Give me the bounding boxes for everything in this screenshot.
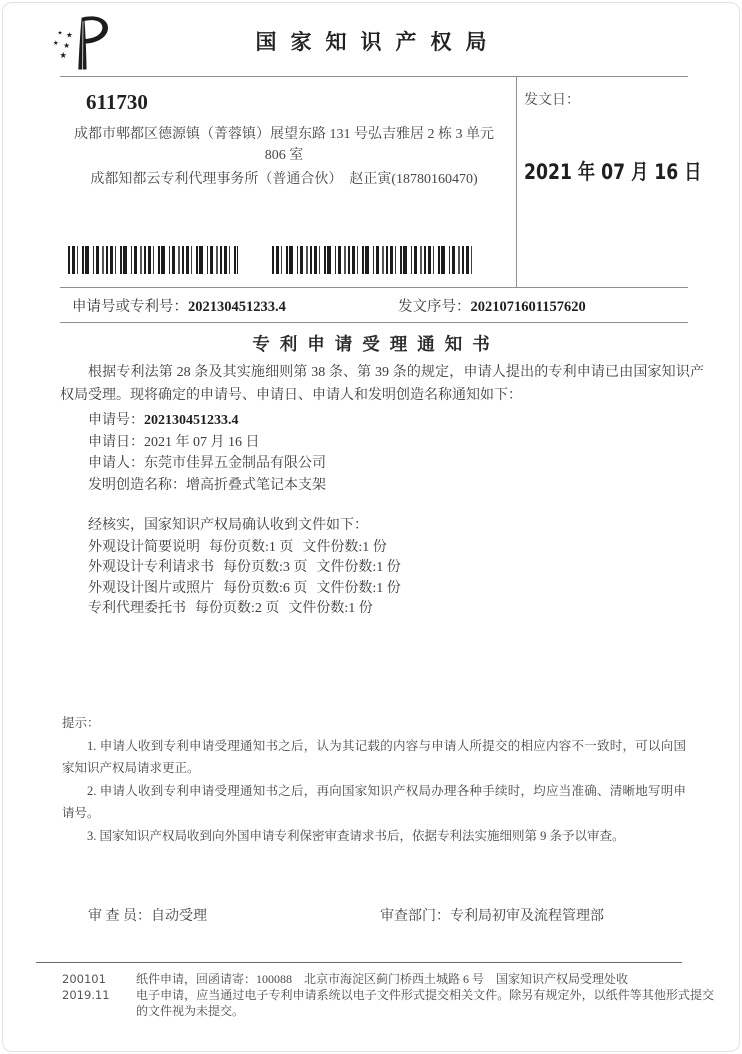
star-icon: ★ (59, 50, 68, 61)
dispatch-date-label: 发文日： (524, 93, 580, 108)
document-item: 外观设计图片或照片 每份页数:6 页 文件份数:1 份 (88, 580, 401, 596)
document-item: 外观设计专利请求书 每份页数:3 页 文件份数:1 份 (88, 560, 401, 575)
tips-heading: 提示： (62, 716, 100, 730)
postal-code: 611730 (86, 90, 148, 114)
recipient-block (60, 90, 508, 188)
tip-item: 3. 国家知识产权局收到向外国申请专利保密审查请求书后，依据专利法实施细则第 9 条予以审查。 (87, 828, 625, 843)
serial-number-label: 发文序号： (398, 299, 471, 315)
barcode (68, 246, 238, 274)
examiner-label: 审 查 员： (88, 909, 151, 924)
footer-code: 2019.11 (62, 988, 110, 1002)
tips-block (62, 712, 686, 847)
document-item: 外观设计简要说明 每份页数:1 页 文件份数:1 份 (88, 539, 387, 555)
footer-block (62, 971, 714, 1019)
recipient-address-line1: 成都市郫都区德源镇（菁蓉镇）展望东路 131 号弘吉雅居 2 栋 3 单元 (74, 127, 494, 142)
agency-title: 国家知识产权局 (255, 30, 501, 54)
serial-number-value: 2021071601157620 (470, 299, 586, 315)
footer-note-electronic: 电子申请，应当通过电子专利申请系统以电子文件形式提交相关文件。除另有规定外，以纸件等其他形式提交的文件视为未提交。 (136, 988, 714, 1018)
department-value: 专利局初审及流程管理部 (450, 909, 604, 924)
barcode (272, 246, 474, 274)
header-divider (60, 76, 688, 77)
application-number-value: 202130451233.4 (188, 299, 286, 315)
filing-date-field: 申请日：2021 年 07 月 16 日 (88, 434, 260, 450)
recipient-address-line2: 806 室 (264, 148, 304, 163)
dispatch-box-divider (516, 76, 517, 287)
examiner-value: 自动受理 (151, 909, 207, 924)
star-icon: ★ (52, 39, 59, 47)
department-label: 审查部门： (380, 909, 450, 924)
application-number-label: 申请号或专利号： (72, 299, 188, 315)
notice-intro: 根据专利法第 28 条及其实施细则第 38 条、第 39 条的规定，申请人提出的专利申请已由国家知识产权局受理。现将确定的申请号、申请日、申请人和发明创造名称通知如下： (60, 365, 704, 403)
application-number-field: 申请号：202130451233.4 (88, 413, 239, 428)
footer-divider (36, 962, 682, 963)
section-divider (60, 287, 688, 288)
field-list (88, 410, 704, 496)
tip-item: 1. 申请人收到专利申请受理通知书之后，认为其记载的内容与申请人所提交的相应内容不一致时，可以向国家知识产权局请求更正。 (62, 738, 686, 775)
applicant-field: 申请人：东莞市佳昇五金制品有限公司 (88, 456, 326, 471)
received-intro: 经核实，国家知识产权局确认收到文件如下： (88, 518, 368, 533)
document-item: 专利代理委托书 每份页数:2 页 文件份数:1 份 (88, 601, 373, 616)
notice-body (60, 362, 704, 620)
dispatch-date-box (524, 89, 702, 186)
section-divider (60, 322, 688, 323)
agent-line: 成都知都云专利代理事务所（普通合伙） 赵正寅(18780160470) (90, 172, 478, 187)
dispatch-date-value: 2021 年 07 月 16 日 (524, 160, 702, 184)
tip-item: 2. 申请人收到专利申请受理通知书之后，再向国家知识产权局办理各种手续时，均应当准确、清晰地写明申请号。 (62, 783, 686, 820)
star-icon: ★ (63, 40, 70, 50)
document-list (88, 538, 704, 620)
notice-title: 专利申请受理通知书 (252, 334, 500, 354)
invention-title-field: 发明创造名称：增高折叠式笔记本支架 (88, 477, 326, 493)
footer-note-paper: 纸件申请，回函请寄：100088 北京市海淀区蓟门桥西土城路 6 号 国家知识产权局受理处收 (136, 972, 629, 986)
star-icon: ★ (57, 30, 63, 37)
star-icon: ★ (66, 30, 73, 40)
footer-code: 200101 (62, 972, 106, 986)
